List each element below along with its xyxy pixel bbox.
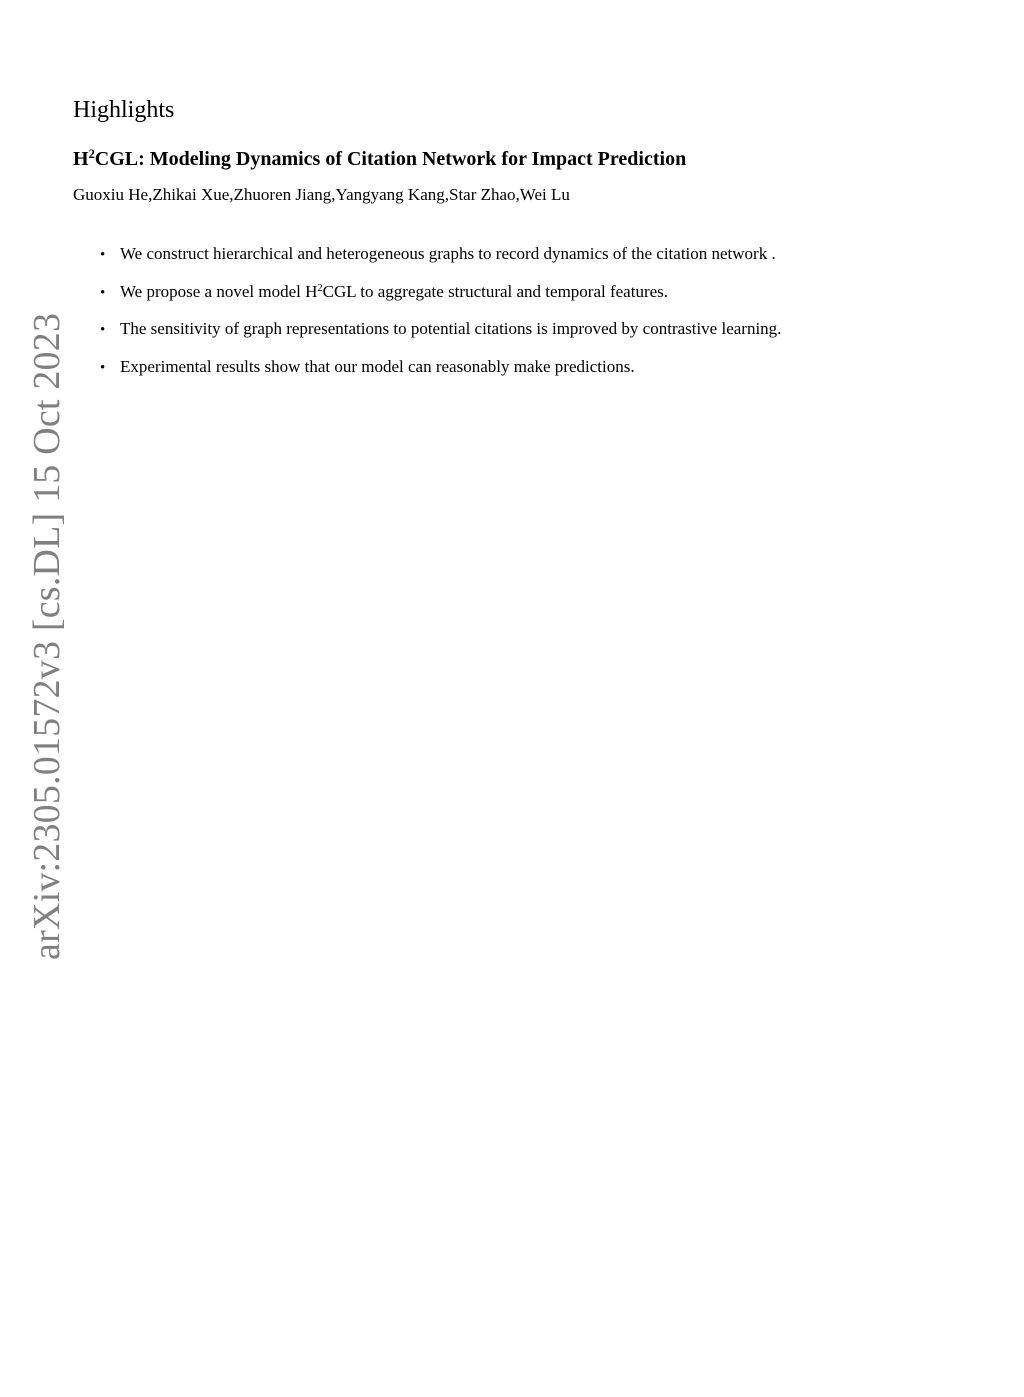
list-item xyxy=(100,282,781,320)
bullet-icon: • xyxy=(100,359,106,376)
highlight-text-post: CGL to aggregate structural and temporal features. xyxy=(322,281,669,301)
bullet-icon: • xyxy=(100,247,106,263)
list-item xyxy=(100,319,781,357)
list-item xyxy=(100,244,781,282)
highlight-superscript: 2 xyxy=(317,282,323,294)
title-rest: CGL: Modeling Dynamics of Citation Network for Impact Prediction xyxy=(94,148,687,170)
title-prefix: H xyxy=(73,148,89,170)
highlight-text: The sensitivity of graph representations to potential citations is improved by contrastive learning. xyxy=(120,319,782,338)
arxiv-identifier-stamp: arXiv:2305.01572v3 [cs.DL] 15 Oct 2023 xyxy=(26,312,68,960)
title-superscript: 2 xyxy=(88,147,95,162)
author-list: Guoxiu He,Zhikai Xue,Zhuoren Jiang,Yangyang Kang,Star Zhao,Wei Lu xyxy=(73,185,570,204)
paper-title xyxy=(73,147,686,171)
highlights-list xyxy=(100,244,781,394)
highlight-text: Experimental results show that our model can reasonably make predictions. xyxy=(120,356,635,376)
highlight-text xyxy=(120,282,668,302)
section-heading: Highlights xyxy=(73,97,175,123)
highlight-text: We construct hierarchical and heterogeneous graphs to record dynamics of the citation network . xyxy=(120,244,776,263)
highlight-text-pre: We propose a novel model H xyxy=(120,281,318,301)
list-item xyxy=(100,357,781,395)
bullet-icon: • xyxy=(100,322,106,338)
bullet-icon: • xyxy=(100,284,106,301)
